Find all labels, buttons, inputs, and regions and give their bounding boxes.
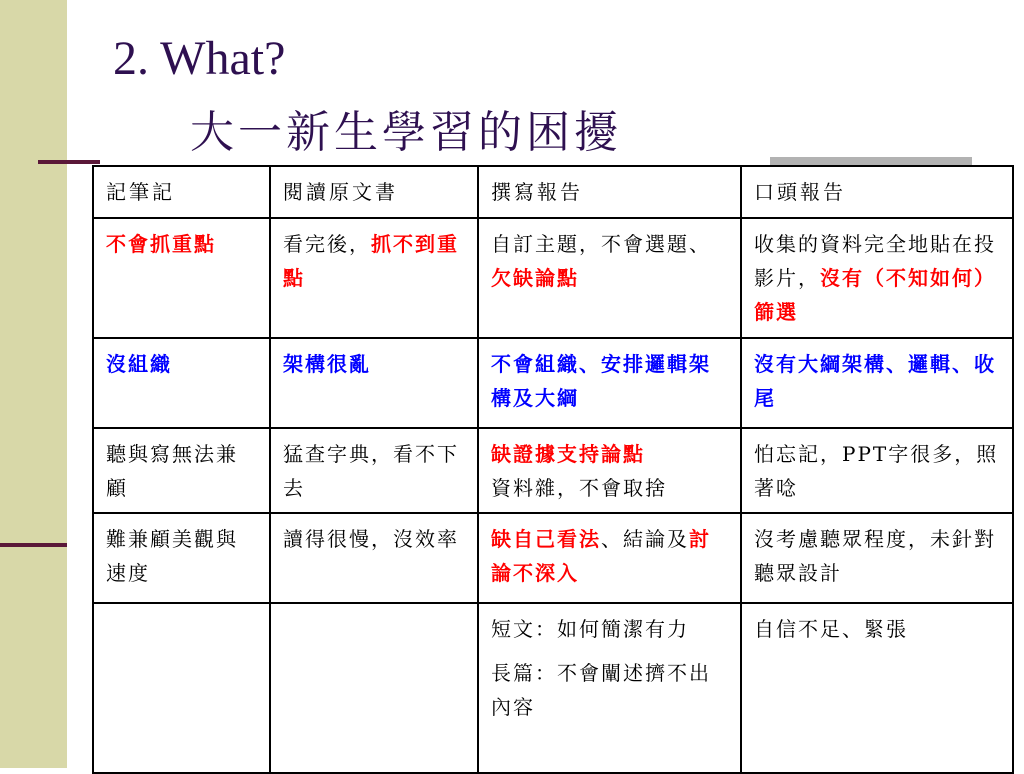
emphasis-text: 不會抓重點	[106, 232, 216, 256]
table-cell	[741, 218, 1013, 338]
table-row	[93, 218, 1013, 338]
title-accent-line	[38, 160, 100, 164]
table-header-row	[93, 166, 1013, 218]
cell-text: 收集的資料完全地貼在投影片，	[754, 232, 996, 290]
emphasis-text: 缺證據支持論點	[491, 442, 645, 466]
table-cell	[93, 338, 270, 428]
table-cell	[478, 218, 741, 338]
table-row	[93, 338, 1013, 428]
table-cell: 聽與寫無法兼顧	[93, 428, 270, 513]
table-cell	[478, 428, 741, 513]
table-cell: 讀得很慢，沒效率	[270, 513, 478, 603]
table-cell: 自信不足、緊張	[741, 603, 1013, 773]
emphasis-text: 沒有大綱架構、邏輯、收尾	[754, 352, 996, 410]
cell-text: 資料雜，不會取捨	[491, 476, 667, 500]
emphasis-text: 沒有（不知如何）篩選	[754, 266, 996, 324]
slide-title: 2. What?	[113, 32, 286, 85]
slide-subtitle: 大一新生學習的困擾	[190, 107, 622, 158]
header-cell-writing: 撰寫報告	[478, 166, 741, 218]
table-cell	[478, 338, 741, 428]
left-decorative-bar	[0, 0, 67, 768]
table-cell: 沒考慮聽眾程度，未針對聽眾設計	[741, 513, 1013, 603]
header-cell-reading: 閱讀原文書	[270, 166, 478, 218]
emphasis-text: 欠缺論點	[491, 266, 579, 290]
table-cell: 猛查字典，看不下去	[270, 428, 478, 513]
table-cell	[270, 338, 478, 428]
table-cell	[93, 218, 270, 338]
emphasis-text: 抓不到重點	[283, 232, 459, 290]
cell-text: 、結論及	[601, 527, 689, 551]
emphasis-text: 討論不深入	[491, 527, 711, 585]
problems-table	[92, 165, 1014, 774]
cell-text: 看完後，	[283, 232, 371, 256]
emphasis-text: 架構很亂	[283, 352, 371, 376]
table-cell: 難兼顧美觀與速度	[93, 513, 270, 603]
table-cell	[478, 513, 741, 603]
emphasis-text: 不會組織、安排邏輯架構及大綱	[491, 352, 711, 410]
cell-text: 長篇：不會闡述擠不出內容	[491, 661, 711, 719]
emphasis-text: 缺自己看法	[491, 527, 601, 551]
table-cell	[93, 603, 270, 773]
side-accent-line	[0, 543, 67, 547]
cell-text: 短文：如何簡潔有力	[491, 617, 689, 641]
header-cell-oral: 口頭報告	[741, 166, 1013, 218]
header-cell-notes: 記筆記	[93, 166, 270, 218]
table-cell: 怕忘記，PPT字很多，照著唸	[741, 428, 1013, 513]
table-row	[93, 513, 1013, 603]
cell-text: 自訂主題，不會選題、	[491, 232, 711, 256]
table-row	[93, 603, 1013, 773]
table-row	[93, 428, 1013, 513]
table-cell	[270, 603, 478, 773]
table-cell	[270, 218, 478, 338]
emphasis-text: 沒組織	[106, 352, 172, 376]
table-cell	[741, 338, 1013, 428]
table-cell	[478, 603, 741, 773]
